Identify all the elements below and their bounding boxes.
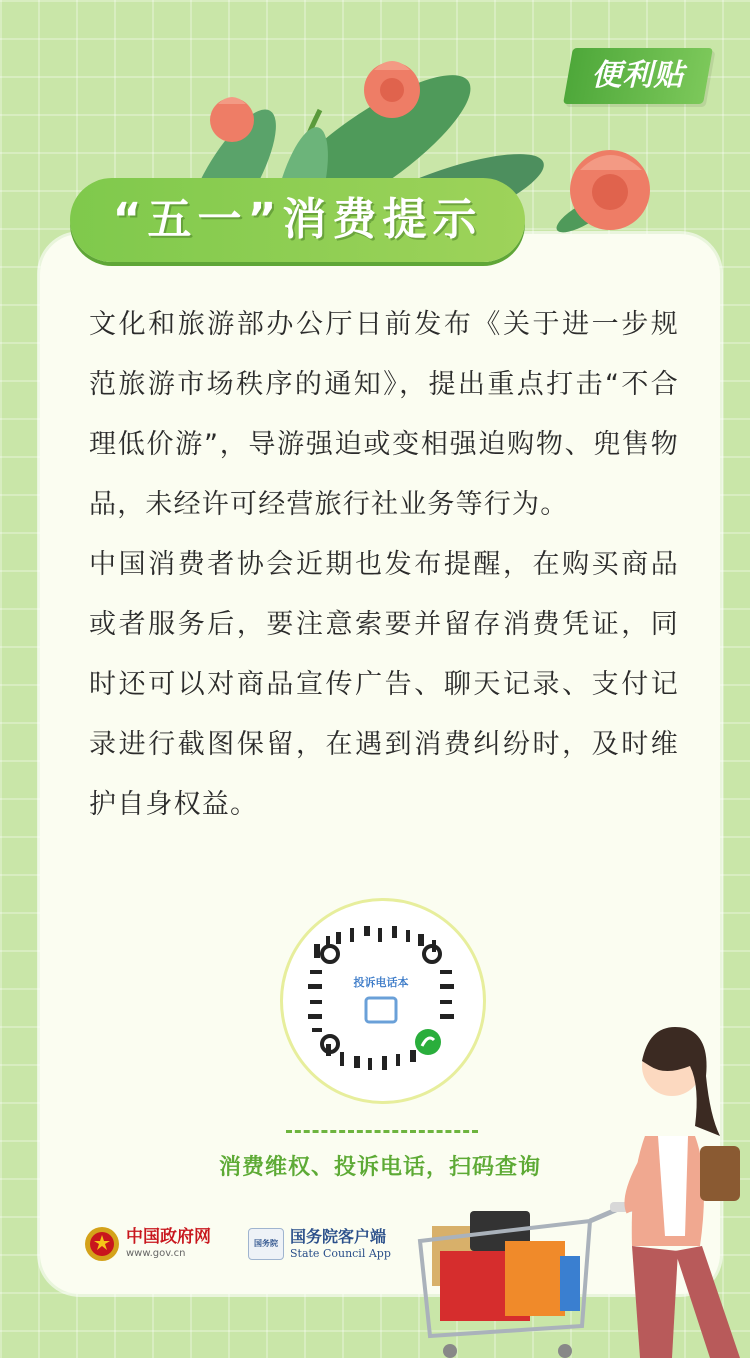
page-title: “五一”消费提示	[112, 194, 483, 245]
title-banner	[70, 178, 525, 262]
app-logo[interactable]	[248, 1222, 391, 1266]
flower-right-icon	[548, 140, 668, 250]
gov-logo[interactable]	[84, 1222, 211, 1266]
paragraph-2: 中国消费者协会近期也发布提醒，在购买商品或者服务后，要注意索要并留存消费凭证，同时还可以对商品宣传广告、聊天记录、支付记录进行截图保留，在遇到消费纠纷时，及时维护自身权益。	[89, 549, 679, 820]
gov-logo-name: 中国政府网	[126, 1227, 211, 1247]
gov-logo-url: www.gov.cn	[126, 1248, 186, 1259]
gov-emblem-icon	[84, 1226, 120, 1262]
qr-center-label: 投诉电话本	[353, 976, 409, 989]
qr-caption: 消费维权、投诉电话，扫码查询	[218, 1155, 541, 1180]
app-logo-name: 国务院客户端	[290, 1227, 387, 1246]
woman-shopping-cart-illustration	[410, 1006, 750, 1358]
app-logo-badge: 国务院	[248, 1228, 284, 1260]
app-logo-en: State Council App	[290, 1247, 391, 1260]
convenience-tag-label: 便利贴	[591, 58, 685, 93]
article-body	[89, 295, 679, 835]
convenience-tag	[563, 48, 713, 104]
paragraph-1: 文化和旅游部办公厅日前发布《关于进一步规范旅游市场秩序的通知》，提出重点打击“不合理低价游”，导游强迫或变相强迫购物、兜售物品，未经许可经营旅行社业务等行为。	[89, 309, 679, 520]
